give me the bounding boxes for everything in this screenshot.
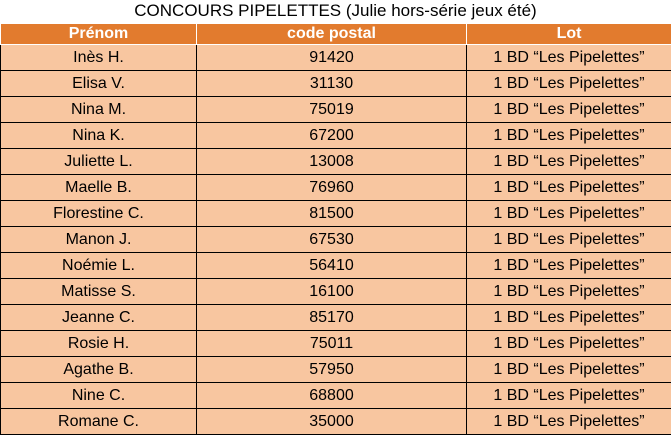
cell-prenom: Elisa V. [1,71,197,97]
table-row [1,123,671,149]
winners-table [0,24,671,435]
cell-prenom: Jeanne C. [1,305,197,331]
cell-code-postal: 13008 [197,149,467,175]
cell-code-postal: 68800 [197,383,467,409]
cell-prenom: Nina K. [1,123,197,149]
cell-prenom: Noémie L. [1,253,197,279]
cell-lot: 1 BD “Les Pipelettes” [467,123,671,149]
cell-lot: 1 BD “Les Pipelettes” [467,331,671,357]
column-header-lot: Lot [467,24,671,45]
cell-code-postal: 67200 [197,123,467,149]
table-row [1,201,671,227]
table-row [1,305,671,331]
cell-lot: 1 BD “Les Pipelettes” [467,383,671,409]
cell-lot: 1 BD “Les Pipelettes” [467,409,671,435]
cell-prenom: Nina M. [1,97,197,123]
table-row [1,357,671,383]
cell-code-postal: 31130 [197,71,467,97]
cell-lot: 1 BD “Les Pipelettes” [467,71,671,97]
table-row [1,409,671,435]
table-row [1,253,671,279]
cell-lot: 1 BD “Les Pipelettes” [467,357,671,383]
table-row [1,71,671,97]
cell-prenom: Inès H. [1,45,197,71]
cell-prenom: Rosie H. [1,331,197,357]
table-row [1,45,671,71]
cell-prenom: Nine C. [1,383,197,409]
cell-code-postal: 76960 [197,175,467,201]
cell-lot: 1 BD “Les Pipelettes” [467,45,671,71]
cell-prenom: Romane C. [1,409,197,435]
cell-prenom: Matisse S. [1,279,197,305]
cell-lot: 1 BD “Les Pipelettes” [467,175,671,201]
table-row [1,149,671,175]
cell-lot: 1 BD “Les Pipelettes” [467,97,671,123]
cell-lot: 1 BD “Les Pipelettes” [467,149,671,175]
column-header-prenom: Prénom [1,24,197,45]
cell-prenom: Florestine C. [1,201,197,227]
table-header-row [1,24,671,45]
table-row [1,331,671,357]
column-header-code-postal: code postal [197,24,467,45]
cell-lot: 1 BD “Les Pipelettes” [467,253,671,279]
cell-prenom: Maelle B. [1,175,197,201]
cell-code-postal: 85170 [197,305,467,331]
cell-code-postal: 67530 [197,227,467,253]
cell-lot: 1 BD “Les Pipelettes” [467,305,671,331]
cell-code-postal: 57950 [197,357,467,383]
cell-prenom: Agathe B. [1,357,197,383]
cell-code-postal: 91420 [197,45,467,71]
page-title: CONCOURS PIPELETTES (Julie hors-série jeux été) [134,1,537,20]
cell-code-postal: 75011 [197,331,467,357]
cell-code-postal: 35000 [197,409,467,435]
table-row [1,175,671,201]
table-row [1,279,671,305]
cell-code-postal: 81500 [197,201,467,227]
cell-lot: 1 BD “Les Pipelettes” [467,227,671,253]
cell-prenom: Juliette L. [1,149,197,175]
cell-lot: 1 BD “Les Pipelettes” [467,201,671,227]
cell-prenom: Manon J. [1,227,197,253]
table-row [1,227,671,253]
table-body [1,45,671,435]
cell-code-postal: 16100 [197,279,467,305]
cell-lot: 1 BD “Les Pipelettes” [467,279,671,305]
cell-code-postal: 56410 [197,253,467,279]
table-row [1,383,671,409]
cell-code-postal: 75019 [197,97,467,123]
table-row [1,97,671,123]
